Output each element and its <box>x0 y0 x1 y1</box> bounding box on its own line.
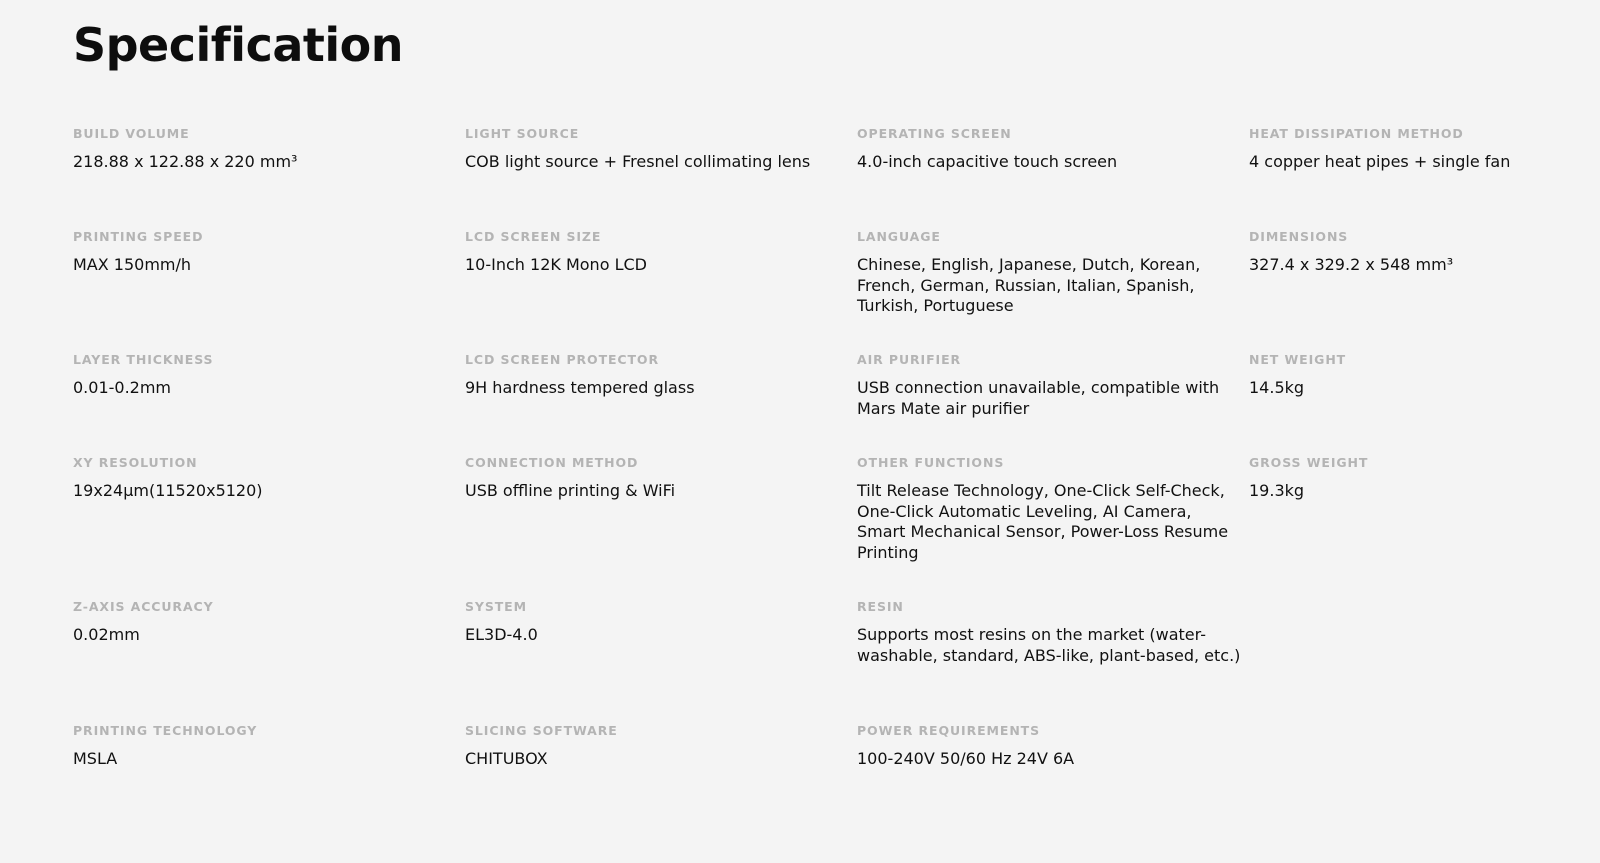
spec-label: SYSTEM <box>465 599 527 614</box>
spec-value: USB connection unavailable, compatible with Mars Mate air purifier <box>857 378 1220 418</box>
spec-resin <box>857 599 1249 723</box>
spec-value: MSLA <box>73 749 118 768</box>
spec-dimensions <box>1249 229 1600 352</box>
spec-label: HEAT DISSIPATION METHOD <box>1249 126 1464 141</box>
spec-row <box>73 599 1593 723</box>
spec-gross-weight <box>1249 455 1600 599</box>
spec-value: 9H hardness tempered glass <box>465 378 695 397</box>
spec-value: MAX 150mm/h <box>73 255 192 274</box>
spec-power-requirements <box>857 723 1249 783</box>
spec-value: 327.4 x 329.2 x 548 mm³ <box>1249 255 1454 274</box>
spec-value: 19x24μm(11520x5120) <box>73 481 263 500</box>
spec-lcd-screen-protector <box>465 352 857 455</box>
spec-label: BUILD VOLUME <box>73 126 190 141</box>
spec-value: Chinese, English, Japanese, Dutch, Korean, French, German, Russian, Italian, Spanish, Turkish, Portuguese <box>857 255 1201 315</box>
spec-lcd-screen-size <box>465 229 857 352</box>
spec-label: PRINTING TECHNOLOGY <box>73 723 258 738</box>
spec-label: Z-AXIS ACCURACY <box>73 599 214 614</box>
spec-label: RESIN <box>857 599 904 614</box>
spec-label: CONNECTION METHOD <box>465 455 639 470</box>
spec-label: NET WEIGHT <box>1249 352 1347 367</box>
spec-value: 4.0-inch capacitive touch screen <box>857 152 1118 171</box>
spec-build-volume <box>73 126 465 229</box>
spec-label: AIR PURIFIER <box>857 352 962 367</box>
spec-value: 218.88 x 122.88 x 220 mm³ <box>73 152 298 171</box>
spec-z-axis-accuracy <box>73 599 465 723</box>
spec-label: LAYER THICKNESS <box>73 352 214 367</box>
spec-slicing-software <box>465 723 857 783</box>
spec-connection-method <box>465 455 857 599</box>
spec-label: POWER REQUIREMENTS <box>857 723 1041 738</box>
spec-grid <box>73 126 1593 783</box>
spec-label: SLICING SOFTWARE <box>465 723 618 738</box>
spec-value: Tilt Release Technology, One-Click Self-Check, One-Click Automatic Leveling, AI Camera, Smart Mechanical Sensor, Power-Loss Resume Printing <box>857 481 1229 562</box>
spec-row <box>73 723 1593 783</box>
spec-row <box>73 352 1593 455</box>
spec-label: GROSS WEIGHT <box>1249 455 1369 470</box>
spec-light-source <box>465 126 857 229</box>
spec-label: DIMENSIONS <box>1249 229 1349 244</box>
spec-label: OTHER FUNCTIONS <box>857 455 1005 470</box>
spec-value: CHITUBOX <box>465 749 548 768</box>
spec-air-purifier <box>857 352 1249 455</box>
spec-operating-screen <box>857 126 1249 229</box>
spec-language <box>857 229 1249 352</box>
spec-net-weight <box>1249 352 1600 455</box>
spec-value: 0.02mm <box>73 625 140 644</box>
spec-value: 100-240V 50/60 Hz 24V 6A <box>857 749 1075 768</box>
spec-label: LIGHT SOURCE <box>465 126 580 141</box>
spec-value: COB light source + Fresnel collimating lens <box>465 152 811 171</box>
spec-printing-technology <box>73 723 465 783</box>
spec-value: Supports most resins on the market (water-washable, standard, ABS-like, plant-based, etc.) <box>857 625 1241 665</box>
spec-layer-thickness <box>73 352 465 455</box>
spec-heat-dissipation <box>1249 126 1600 229</box>
spec-row <box>73 126 1593 229</box>
spec-value: 19.3kg <box>1249 481 1305 500</box>
spec-value: 0.01-0.2mm <box>73 378 172 397</box>
page-title: Specification <box>73 18 403 72</box>
spec-value: 4 copper heat pipes + single fan <box>1249 152 1511 171</box>
spec-value: USB offline printing & WiFi <box>465 481 676 500</box>
spec-other-functions <box>857 455 1249 599</box>
spec-label: PRINTING SPEED <box>73 229 204 244</box>
spec-xy-resolution <box>73 455 465 599</box>
spec-value: EL3D-4.0 <box>465 625 538 644</box>
spec-label: OPERATING SCREEN <box>857 126 1012 141</box>
spec-label: XY RESOLUTION <box>73 455 198 470</box>
spec-row <box>73 229 1593 352</box>
spec-value: 14.5kg <box>1249 378 1305 397</box>
spec-value: 10-Inch 12K Mono LCD <box>465 255 647 274</box>
spec-label: LCD SCREEN PROTECTOR <box>465 352 659 367</box>
spec-printing-speed <box>73 229 465 352</box>
spec-row <box>73 455 1593 599</box>
spec-system <box>465 599 857 723</box>
spec-label: LCD SCREEN SIZE <box>465 229 602 244</box>
spec-label: LANGUAGE <box>857 229 941 244</box>
